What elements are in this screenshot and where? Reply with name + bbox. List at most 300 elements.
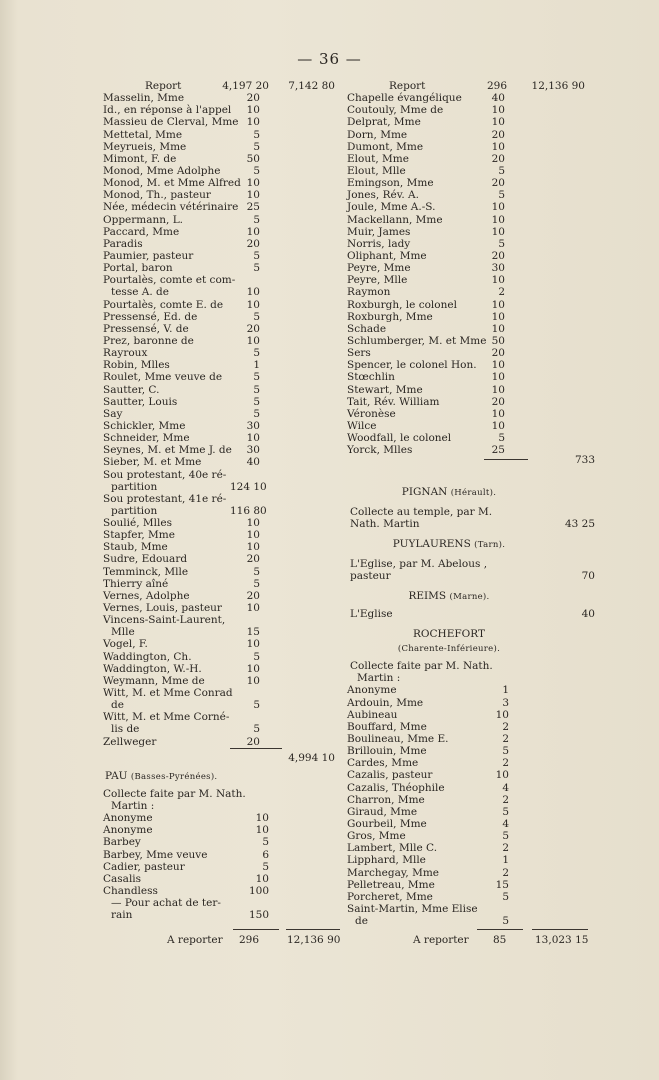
donation-amount: 30: [246, 419, 260, 432]
donation-amount: 10: [491, 140, 505, 153]
donor-name: partition: [111, 504, 158, 517]
donor-name: Emingson, Mme: [347, 177, 434, 190]
donation-amount: 100: [248, 885, 269, 897]
list-item: [347, 879, 597, 891]
donor-name: Portal, baron: [103, 262, 173, 275]
donation-amount: 10: [246, 529, 260, 542]
list-item: [103, 493, 348, 505]
donor-name: Oliphant, Mme: [347, 249, 427, 262]
donor-name: Delprat, Mme: [347, 116, 421, 129]
list-item: [347, 92, 597, 104]
donor-name: Aubineau: [347, 708, 398, 721]
puylaurens-line: [347, 558, 597, 570]
donation-amount: 20: [491, 152, 505, 165]
donor-name: Stœchlin: [347, 371, 395, 384]
list-item: [347, 769, 597, 781]
pau-intro-line: Collecte faite par M. Nath.: [103, 787, 246, 800]
donor-name: Schlumberger, M. et Mme: [347, 334, 487, 347]
donor-name: Stapfer, Mme: [103, 529, 175, 542]
donor-name: Paradis: [103, 237, 143, 250]
donation-amount: 5: [253, 371, 260, 384]
donation-amount: 10: [246, 674, 260, 687]
donation-amount: 20: [491, 347, 505, 360]
donation-amount: 5: [502, 890, 509, 903]
donor-name: tesse A. de: [111, 286, 169, 299]
donor-name: Joule, Mme A.-S.: [347, 201, 436, 214]
donation-amount: 10: [491, 310, 505, 323]
list-item: [103, 323, 348, 335]
pau-intro-line: Martin :: [111, 800, 155, 813]
list-item: [103, 286, 348, 298]
list-item: [103, 177, 348, 189]
donation-amount: 10: [491, 371, 505, 384]
donation-amount: 2: [502, 793, 509, 806]
list-item: [103, 711, 348, 723]
donor-name: Chapelle évangélique: [347, 92, 462, 105]
rochefort-intro: [347, 660, 597, 672]
pignan-line: [347, 518, 597, 530]
list-item: [103, 396, 348, 408]
donation-amount: 10: [246, 638, 260, 651]
donation-amount: 20: [491, 249, 505, 262]
list-item: [347, 299, 597, 311]
donor-name: Jones, Rév. A.: [347, 189, 419, 202]
footer-rule: [286, 929, 340, 930]
donor-name: Véronèse: [347, 407, 396, 420]
list-item: [103, 116, 348, 128]
list-item: [347, 432, 597, 444]
donation-amount: 10: [246, 177, 260, 190]
donation-amount: 10: [491, 225, 505, 238]
donor-name: Saint-Martin, Mme Elise: [347, 903, 478, 916]
list-item: [347, 830, 597, 842]
puylaurens-line: [347, 570, 597, 582]
a-reporter-total: 13,023 15: [535, 934, 589, 946]
list-item: [347, 262, 597, 274]
pau-entry-list: [103, 812, 348, 921]
donation-amount: 4: [502, 818, 509, 831]
donor-name: Mackellann, Mme: [347, 213, 443, 226]
report-amount: 4,197 20: [222, 80, 269, 92]
pignan-text: Nath. Martin: [350, 517, 420, 530]
puylaurens-city: PUYLAURENS: [392, 537, 471, 550]
list-item: [103, 141, 348, 153]
donor-name: Gourbeil, Mme: [347, 818, 427, 831]
list-item: [347, 842, 597, 854]
donation-amount: 10: [491, 213, 505, 226]
donation-amount: 10: [255, 812, 269, 825]
report-label: Report: [145, 80, 182, 92]
list-item: [103, 812, 348, 824]
donor-name: Thierry aîné: [103, 577, 169, 590]
donor-name: Monod, Mme Adolphe: [103, 164, 221, 177]
list-item: [103, 153, 348, 165]
pau-heading: [103, 770, 348, 784]
donor-name: Mettetal, Mme: [103, 128, 183, 141]
list-item: [347, 854, 597, 866]
donation-amount: 10: [246, 116, 260, 129]
donor-name: Barbey, Mme veuve: [103, 848, 208, 861]
donor-name: Charron, Mme: [347, 793, 425, 806]
list-item: [347, 177, 597, 189]
donation-amount: 20: [246, 553, 260, 566]
list-item: [103, 638, 348, 650]
donor-name: Anonyme: [103, 812, 153, 825]
donor-name: Sautter, Louis: [103, 395, 178, 408]
left-subtotal-row: [103, 748, 348, 764]
donor-name: Marchegay, Mme: [347, 866, 440, 879]
donation-amount: 40: [246, 456, 260, 469]
list-item: [103, 541, 348, 553]
rochefort-intro: [347, 672, 597, 684]
list-item: [347, 709, 597, 721]
list-item: [103, 885, 348, 897]
list-item: [347, 104, 597, 116]
donor-name: Sers: [347, 347, 371, 360]
list-item: [103, 226, 348, 238]
donor-name: — Pour achat de ter-: [111, 897, 221, 910]
donation-amount: 2: [502, 757, 509, 770]
donor-name: Tait, Rév. William: [347, 395, 440, 408]
reims-line: [347, 608, 597, 620]
donation-amount: 5: [502, 745, 509, 758]
list-item: [103, 347, 348, 359]
list-item: [103, 250, 348, 262]
list-item: [103, 420, 348, 432]
donor-name: Mlle: [111, 626, 135, 639]
right-subtotal-row: [347, 456, 597, 468]
puylaurens-heading: [347, 538, 549, 552]
donor-name: Porcheret, Mme: [347, 890, 433, 903]
left-entry-list: [103, 92, 348, 748]
donor-name: Giraud, Mme: [347, 805, 418, 818]
list-item: [347, 165, 597, 177]
donation-amount: 5: [262, 836, 269, 849]
donation-amount: 10: [246, 602, 260, 615]
donation-amount: 25: [491, 444, 505, 457]
rochefort-region: (Charente-Inférieure).: [397, 644, 501, 655]
list-item: [103, 444, 348, 456]
donor-name: Anonyme: [347, 684, 397, 697]
donor-name: Peyre, Mme: [347, 262, 411, 275]
list-item: [103, 602, 348, 614]
donor-name: Paumier, pasteur: [103, 249, 194, 262]
list-item: [103, 129, 348, 141]
puylaurens-region: (Tarn).: [474, 539, 506, 550]
list-item: [103, 675, 348, 687]
donor-name: Casalis: [103, 872, 142, 885]
list-item: [103, 359, 348, 371]
rochefort-city: ROCHEFORT: [413, 628, 485, 641]
page-number: — 36 —: [297, 50, 362, 68]
donation-amount: 5: [253, 699, 260, 712]
list-item: [347, 915, 597, 927]
donation-amount: 1: [253, 359, 260, 372]
list-item: [347, 408, 597, 420]
list-item: [103, 104, 348, 116]
list-item: [103, 311, 348, 323]
donor-name: Sou protestant, 41e ré-: [103, 492, 227, 505]
list-item: [347, 684, 597, 696]
donation-amount: 10: [495, 769, 509, 782]
donation-amount: 1: [502, 854, 509, 867]
donor-name: lis de: [111, 723, 140, 736]
pau-region: (Basses-Pyrénées).: [130, 771, 218, 782]
donation-amount: 30: [491, 262, 505, 275]
list-item: [347, 867, 597, 879]
puylaurens-amount: 70: [581, 569, 595, 582]
donor-name: rain: [111, 909, 133, 922]
donation-amount: 2: [502, 866, 509, 879]
donation-amount: 2: [502, 733, 509, 746]
donor-name: Pressensé, V. de: [103, 322, 189, 335]
list-item: [103, 578, 348, 590]
donor-name: Wilce: [347, 419, 377, 432]
list-item: [103, 456, 348, 468]
donor-name: Pourtalès, comte E. de: [103, 298, 224, 311]
donation-amount: 20: [246, 92, 260, 105]
donor-name: Lipphard, Mlle: [347, 854, 426, 867]
a-reporter-amount: 296: [239, 934, 260, 946]
list-item: [347, 274, 597, 286]
list-item: [103, 626, 348, 638]
donor-name: Ardouin, Mme: [347, 696, 424, 709]
donation-amount: 5: [253, 262, 260, 275]
list-item: [103, 723, 348, 735]
left-column: [103, 80, 348, 921]
donation-amount: 10: [491, 274, 505, 287]
donor-name: Waddington, W.-H.: [103, 662, 202, 675]
donor-name: Monod, M. et Mme Alfred: [103, 177, 241, 190]
donation-amount: 40: [491, 92, 505, 105]
donor-name: Soulié, Mlles: [103, 517, 172, 530]
footer-rule: [233, 929, 279, 930]
donation-amount: 5: [262, 860, 269, 873]
reims-heading: [347, 590, 549, 604]
rochefort-heading: [347, 628, 549, 642]
list-item: [103, 238, 348, 250]
donation-amount: 10: [246, 286, 260, 299]
list-item: [103, 432, 348, 444]
donor-name: Masselin, Mme: [103, 92, 185, 105]
list-item: [103, 736, 348, 748]
list-item: [103, 566, 348, 578]
list-item: [347, 359, 597, 371]
donor-name: Schade: [347, 322, 387, 335]
donation-amount: 10: [491, 383, 505, 396]
list-item: [103, 897, 348, 909]
rochefort-intro-line: Martin :: [357, 672, 401, 685]
donation-amount: 10: [491, 322, 505, 335]
list-item: [103, 517, 348, 529]
donor-name: Vogel, F.: [103, 638, 148, 651]
subtotal-rule: [484, 459, 528, 460]
donor-name: Stewart, Mme: [347, 383, 423, 396]
list-item: [103, 299, 348, 311]
donor-name: Pressensé, Ed. de: [103, 310, 198, 323]
list-item: [347, 396, 597, 408]
pau-intro: [103, 800, 348, 812]
pau-city: PAU: [105, 769, 128, 782]
donor-name: Barbey: [103, 836, 141, 849]
donation-amount: 10: [491, 359, 505, 372]
donor-name: Née, médecin vétérinaire: [103, 201, 239, 214]
donor-name: Vincens-Saint-Laurent,: [103, 614, 226, 627]
right-column: [347, 80, 597, 927]
list-item: [347, 238, 597, 250]
right-entry-list: [347, 92, 597, 456]
donation-amount: 10: [495, 708, 509, 721]
left-subtotal: 4,994 10: [288, 751, 335, 764]
donor-name: Meyrueis, Mme: [103, 140, 187, 153]
donor-name: Spencer, le colonel Hon.: [347, 359, 477, 372]
list-item: [103, 274, 348, 286]
a-reporter-label: A reporter: [167, 934, 223, 946]
donor-name: Vernes, Adolphe: [103, 589, 190, 602]
donation-amount: 10: [246, 334, 260, 347]
donor-name: Staub, Mme: [103, 541, 168, 554]
donor-name: Pelletreau, Mme: [347, 878, 435, 891]
donation-amount: 5: [502, 805, 509, 818]
donor-name: Brillouin, Mme: [347, 745, 427, 758]
list-item: [347, 384, 597, 396]
donation-amount: 2: [502, 842, 509, 855]
donation-amount: 5: [253, 407, 260, 420]
list-item: [347, 371, 597, 383]
report-label: Report: [389, 80, 426, 92]
list-item: [347, 153, 597, 165]
donation-amount: 5: [498, 237, 505, 250]
donation-amount: 5: [253, 140, 260, 153]
report-amount: 296: [486, 80, 507, 92]
reims-amount: 40: [581, 608, 595, 621]
donation-amount: 5: [253, 128, 260, 141]
donor-name: Sieber, M. et Mme: [103, 456, 202, 469]
pau-intro: [103, 788, 348, 800]
list-item: [347, 806, 597, 818]
donation-amount: 6: [262, 848, 269, 861]
donor-name: Mimont, F. de: [103, 152, 177, 165]
donation-amount: 10: [246, 517, 260, 530]
donation-amount: 2: [502, 720, 509, 733]
donor-name: Raymon: [347, 286, 391, 299]
list-item: [347, 335, 597, 347]
donation-amount: 5: [253, 577, 260, 590]
list-item: [103, 836, 348, 848]
rochefort-intro-line: Collecte faite par M. Nath.: [350, 660, 493, 673]
donation-amount: 20: [491, 177, 505, 190]
list-item: [347, 733, 597, 745]
donation-amount: 10: [491, 201, 505, 214]
list-item: [347, 286, 597, 298]
list-item: [347, 141, 597, 153]
list-item: [347, 782, 597, 794]
donation-amount: 124 10: [230, 480, 267, 493]
donation-amount: 20: [246, 589, 260, 602]
list-item: [347, 201, 597, 213]
list-item: [347, 891, 597, 903]
list-item: [103, 505, 348, 517]
donation-amount: 30: [246, 444, 260, 457]
reims-text: L'Eglise: [350, 608, 393, 621]
list-item: [347, 311, 597, 323]
list-item: [103, 687, 348, 699]
donor-name: Roxburgh, le colonel: [347, 298, 457, 311]
donor-name: Roxburgh, Mme: [347, 310, 433, 323]
list-item: [103, 861, 348, 873]
donation-amount: 10: [491, 104, 505, 117]
donation-amount: 5: [253, 650, 260, 663]
donor-name: Cazalis, Théophile: [347, 781, 445, 794]
list-item: [103, 214, 348, 226]
donation-amount: 50: [246, 152, 260, 165]
list-item: [347, 250, 597, 262]
list-item: [347, 794, 597, 806]
list-item: [103, 384, 348, 396]
donor-name: Monod, Th., pasteur: [103, 189, 211, 202]
donation-amount: 10: [246, 189, 260, 202]
donor-name: Sudre, Edouard: [103, 553, 188, 566]
donor-name: Schneider, Mme: [103, 432, 190, 445]
donation-amount: 50: [491, 334, 505, 347]
list-item: [103, 651, 348, 663]
donor-name: Gros, Mme: [347, 830, 406, 843]
donation-amount: 5: [253, 213, 260, 226]
donor-name: Id., en réponse à l'appel: [103, 104, 232, 117]
a-reporter-label: A reporter: [413, 934, 469, 946]
donation-amount: 5: [253, 565, 260, 578]
donation-amount: 3: [502, 696, 509, 709]
donation-amount: 150: [248, 909, 269, 922]
puylaurens-text: pasteur: [350, 569, 391, 582]
donation-amount: 5: [498, 189, 505, 202]
donor-name: Seynes, M. et Mme J. de: [103, 444, 232, 457]
donation-amount: 10: [246, 432, 260, 445]
donor-name: Muir, James: [347, 225, 411, 238]
donor-name: Witt, M. et Mme Conrad: [103, 687, 233, 700]
donor-name: Schickler, Mme: [103, 419, 186, 432]
donation-amount: 10: [255, 872, 269, 885]
donor-name: Witt, M. et Mme Corné-: [103, 711, 230, 724]
donation-amount: 10: [491, 116, 505, 129]
donation-amount: 5: [502, 830, 509, 843]
donor-name: Roulet, Mme veuve de: [103, 371, 223, 384]
donor-name: Pourtalès, comte et com-: [103, 274, 236, 287]
footer-rule: [477, 929, 523, 930]
list-item: [347, 721, 597, 733]
list-item: [103, 590, 348, 602]
donor-name: de: [111, 699, 124, 712]
list-item: [103, 614, 348, 626]
list-item: [347, 129, 597, 141]
donation-amount: 10: [491, 298, 505, 311]
list-item: [347, 323, 597, 335]
list-item: [103, 481, 348, 493]
donor-name: Sautter, C.: [103, 383, 160, 396]
donor-name: Cardes, Mme: [347, 757, 419, 770]
pignan-city: PIGNAN: [401, 485, 448, 498]
donation-amount: 10: [246, 541, 260, 554]
donation-amount: 5: [498, 432, 505, 445]
reims-region: (Marne).: [449, 592, 490, 603]
donation-amount: 5: [253, 249, 260, 262]
list-item: [347, 745, 597, 757]
donor-name: Rayroux: [103, 347, 148, 360]
list-item: [103, 371, 348, 383]
donation-amount: 10: [246, 662, 260, 675]
puylaurens-text: L'Eglise, par M. Abelous ,: [350, 557, 488, 570]
donor-name: Elout, Mme: [347, 152, 409, 165]
